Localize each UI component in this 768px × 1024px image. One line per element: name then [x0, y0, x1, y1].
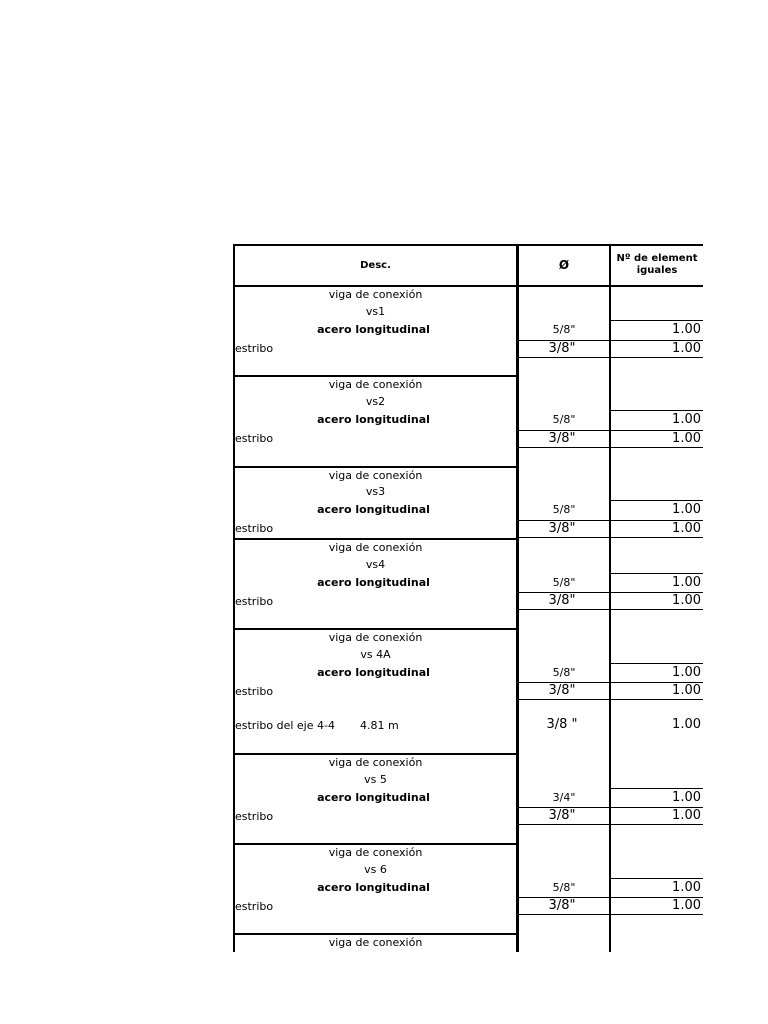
row-length: 4.81 m	[360, 719, 399, 732]
row-diameter: 3/8"	[548, 341, 576, 356]
header-desc: Desc.	[360, 260, 391, 271]
group-title: viga de conexión	[328, 288, 423, 301]
cell-line	[611, 410, 703, 411]
row-diameter: 5/8"	[552, 413, 576, 426]
group-divider	[233, 753, 518, 755]
cell-line	[519, 824, 703, 825]
row-count: 1.00	[672, 412, 701, 427]
cell-line	[611, 320, 703, 321]
beam-name: vs 4A	[360, 648, 391, 661]
group-title: viga de conexión	[328, 936, 423, 949]
beam-name: vs2	[365, 395, 386, 408]
row-diameter: 5/8"	[552, 881, 576, 894]
row-label: estribo	[235, 685, 274, 698]
group-title: viga de conexión	[328, 846, 423, 859]
row-diameter: 3/8"	[548, 898, 576, 913]
beam-name: vs3	[365, 485, 386, 498]
table-top-border	[233, 244, 703, 246]
group-divider	[233, 466, 518, 468]
header-elements-line2: iguales	[636, 265, 678, 276]
row-count: 1.00	[672, 502, 701, 517]
group-divider	[233, 933, 518, 935]
row-count: 1.00	[672, 880, 701, 895]
beam-name: vs 5	[364, 773, 387, 786]
row-label: estribo	[235, 900, 274, 913]
row-diameter: 5/8"	[552, 666, 576, 679]
row-count: 1.00	[672, 593, 701, 608]
row-label: estribo	[235, 342, 274, 355]
row-label: acero longitudinal	[317, 503, 430, 516]
row-label: acero longitudinal	[317, 881, 430, 894]
row-count: 1.00	[672, 717, 701, 732]
cell-line	[519, 357, 703, 358]
row-label: estribo	[235, 595, 274, 608]
row-count: 1.00	[672, 683, 701, 698]
row-count: 1.00	[672, 808, 701, 823]
row-diameter: 3/4"	[552, 791, 576, 804]
row-diameter: 5/8"	[552, 576, 576, 589]
beam-name: vs1	[365, 305, 386, 318]
row-diameter: 3/8"	[548, 808, 576, 823]
row-diameter: 5/8"	[552, 503, 576, 516]
cell-line	[519, 699, 703, 700]
row-label: acero longitudinal	[317, 576, 430, 589]
cell-line	[611, 788, 703, 789]
row-label: estribo	[235, 432, 274, 445]
group-title: viga de conexión	[328, 541, 423, 554]
row-diameter: 3/8"	[548, 431, 576, 446]
row-count: 1.00	[672, 898, 701, 913]
header-diameter: Ø	[558, 258, 570, 272]
beam-name: vs4	[365, 558, 386, 571]
group-divider	[233, 375, 518, 377]
row-count: 1.00	[672, 322, 701, 337]
cell-line	[519, 447, 703, 448]
group-divider	[233, 628, 518, 630]
row-count: 1.00	[672, 521, 701, 536]
beam-name: vs 6	[364, 863, 387, 876]
row-count: 1.00	[672, 790, 701, 805]
group-title: viga de conexión	[328, 631, 423, 644]
row-label: estribo del eje 4-4	[235, 719, 335, 732]
group-divider	[233, 843, 518, 845]
row-count: 1.00	[672, 341, 701, 356]
row-count: 1.00	[672, 431, 701, 446]
cell-line	[519, 537, 703, 538]
row-label: estribo	[235, 522, 274, 535]
cell-line	[611, 878, 703, 879]
row-diameter: 5/8"	[552, 323, 576, 336]
cell-line	[611, 500, 703, 501]
row-label: acero longitudinal	[317, 791, 430, 804]
group-divider	[233, 538, 518, 540]
cell-line	[519, 914, 703, 915]
row-diameter: 3/8 "	[546, 717, 578, 732]
row-count: 1.00	[672, 665, 701, 680]
row-label: estribo	[235, 810, 274, 823]
row-count: 1.00	[672, 575, 701, 590]
header-bottom-border	[233, 285, 703, 287]
group-title: viga de conexión	[328, 469, 423, 482]
cell-line	[611, 573, 703, 574]
group-title: viga de conexión	[328, 756, 423, 769]
header-elements-line1: Nº de element	[616, 253, 698, 264]
cell-line	[519, 609, 703, 610]
row-label: acero longitudinal	[317, 323, 430, 336]
row-label: acero longitudinal	[317, 666, 430, 679]
row-label: acero longitudinal	[317, 413, 430, 426]
cell-line	[611, 663, 703, 664]
row-diameter: 3/8"	[548, 521, 576, 536]
row-diameter: 3/8"	[548, 683, 576, 698]
row-diameter: 3/8"	[548, 593, 576, 608]
group-title: viga de conexión	[328, 378, 423, 391]
